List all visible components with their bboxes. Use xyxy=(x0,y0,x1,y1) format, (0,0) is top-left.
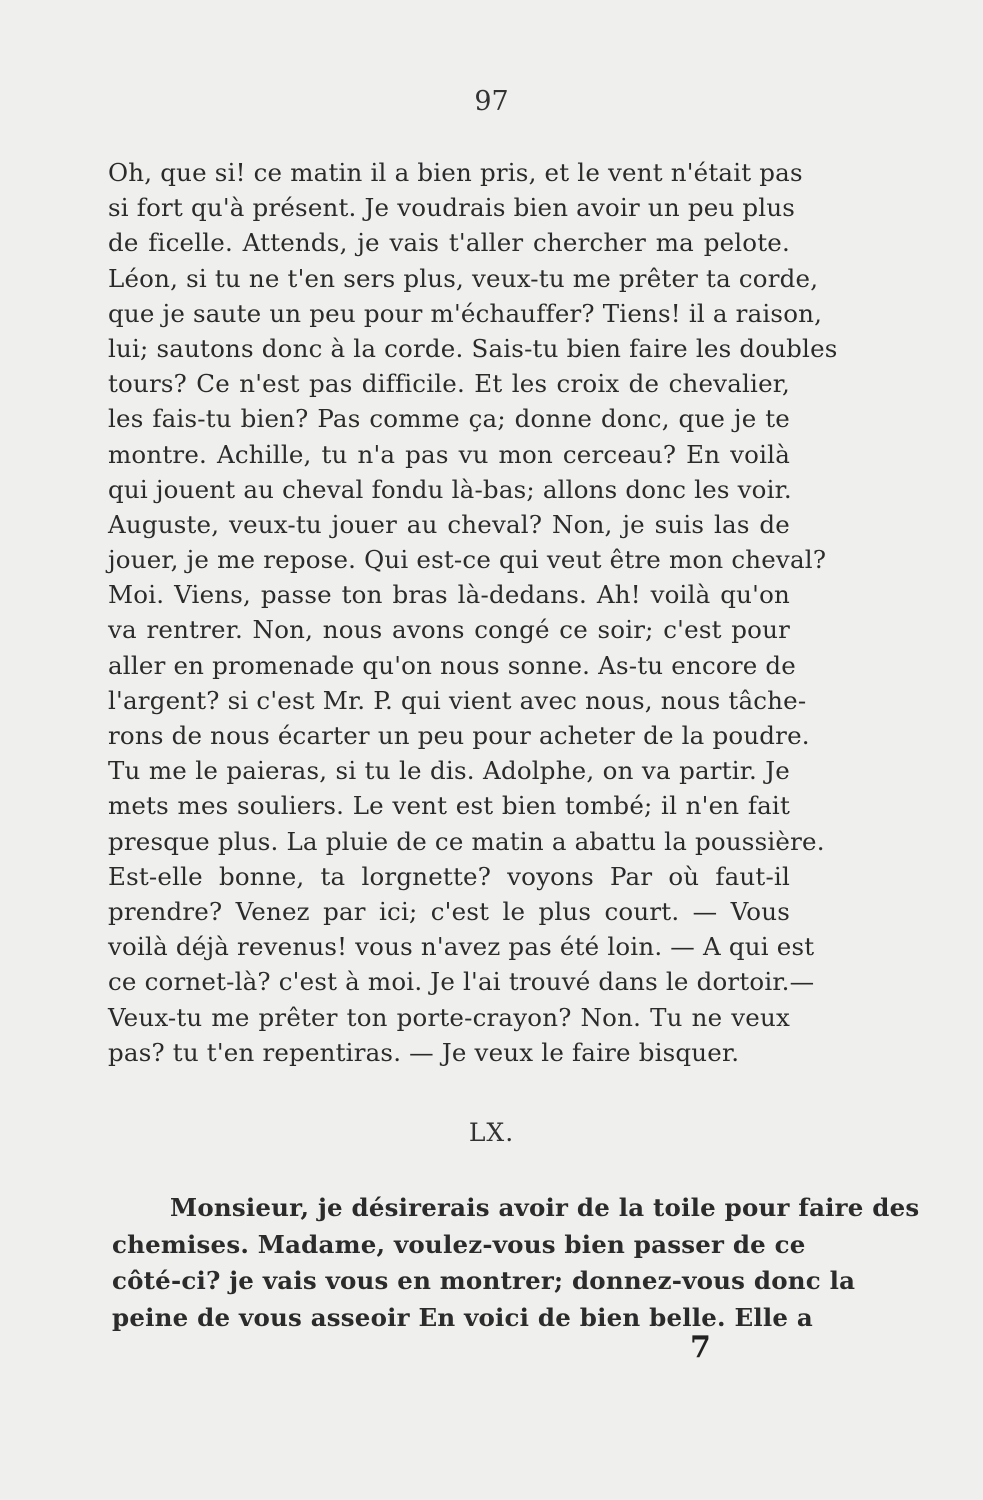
text-line: Oh, que si! ce matin il a bien pris, et le vent n'était pas xyxy=(108,158,803,187)
text-line: côté-ci? je vais vous en montrer; donnez-vous donc la xyxy=(112,1266,856,1295)
text-line: presque plus. La pluie de ce matin a abattu la poussière. xyxy=(108,826,825,856)
text-line: aller en promenade qu'on nous sonne. As-tu encore de xyxy=(108,650,797,680)
text-line: qui jouent au cheval fondu là-bas; allons donc les voir. xyxy=(108,474,792,504)
section-title: LX. xyxy=(468,1118,515,1147)
text-line: jouer, je me repose. Qui est-ce qui veut être mon cheval? xyxy=(108,545,827,575)
text-line: Moi. Viens, passe ton bras là-dedans. Ah! voilà qu'on xyxy=(108,580,790,610)
text-line: peine de vous asseoir En voici de bien belle. Elle a xyxy=(112,1302,813,1332)
paragraph-2 xyxy=(112,1190,920,1336)
text-line: mets mes souliers. Le vent est bien tombé; il n'en fait xyxy=(108,791,790,821)
text-line: les fais-tu bien? Pas comme ça; donne donc, que je te xyxy=(108,404,790,434)
paragraph-1 xyxy=(108,155,838,1070)
text-line: de ficelle. Attends, je vais t'aller chercher ma pelote. xyxy=(108,228,790,258)
text-line: Est-elle bonne, ta lorgnette? voyons Par où faut-il xyxy=(108,861,790,891)
text-line: l'argent? si c'est Mr. P. qui vient avec nous, nous tâche- xyxy=(108,685,807,715)
text-line: chemises. Madame, voulez-vous bien passer de ce xyxy=(112,1229,806,1259)
text-line: Tu me le paieras, si tu le dis. Adolphe, on va partir. Je xyxy=(108,756,790,786)
text-line: Monsieur, je désirerais avoir de la toile pour faire des xyxy=(170,1193,920,1222)
text-line: Léon, si tu ne t'en sers plus, veux-tu me prêter ta corde, xyxy=(108,263,819,293)
signature-mark: 7 xyxy=(690,1330,711,1365)
text-line: voilà déjà revenus! vous n'avez pas été loin. — A qui est xyxy=(108,932,815,962)
text-line: prendre? Venez par ici; c'est le plus court. — Vous xyxy=(108,896,790,926)
text-line: si fort qu'à présent. Je voudrais bien avoir un peu plus xyxy=(108,193,796,223)
text-line: tours? Ce n'est pas difficile. Et les croix de chevalier, xyxy=(108,369,790,399)
text-line: ce cornet-là? c'est à moi. Je l'ai trouvé dans le dortoir.— xyxy=(108,967,815,997)
text-line: pas? tu t'en repentiras. — Je veux le faire bisquer. xyxy=(108,1037,740,1067)
text-line: Auguste, veux-tu jouer au cheval? Non, je suis las de xyxy=(108,509,790,539)
text-line: rons de nous écarter un peu pour acheter de la poudre. xyxy=(108,721,810,750)
text-line: montre. Achille, tu n'a pas vu mon cerceau? En voilà xyxy=(108,439,790,469)
text-line: Veux-tu me prêter ton porte-crayon? Non. Tu ne veux xyxy=(108,1002,790,1032)
page-number: 97 xyxy=(474,86,509,117)
text-line: va rentrer. Non, nous avons congé ce soir; c'est pour xyxy=(108,615,790,645)
text-line: que je saute un peu pour m'échauffer? Tiens! il a raison, xyxy=(108,298,823,328)
text-line: lui; sautons donc à la corde. Sais-tu bien faire les doubles xyxy=(108,333,838,363)
